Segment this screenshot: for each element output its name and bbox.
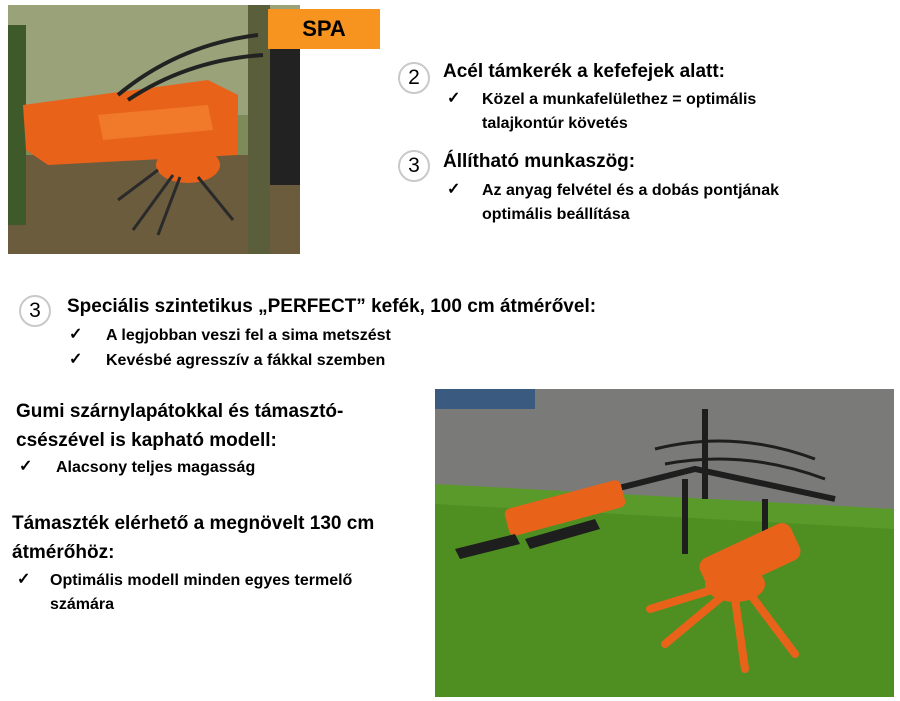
- orchard-machine-photo: [8, 5, 300, 254]
- check-icon: ✓: [17, 571, 31, 588]
- section-heading-130cm-line2: átmérőhöz:: [12, 542, 115, 563]
- section-heading-130cm-line1: Támaszték elérhető a megnövelt 130 cm: [12, 513, 375, 534]
- check-icon: ✓: [447, 181, 461, 198]
- list-item: Alacsony teljes magasság: [56, 459, 256, 476]
- check-icon: ✓: [19, 458, 33, 475]
- number-badge-3: 3: [19, 295, 51, 327]
- number-badge-2: 2: [398, 62, 430, 94]
- spa-badge: SPA: [268, 9, 380, 49]
- machine-on-grass-photo: [435, 389, 894, 697]
- list-item: A legjobban veszi fel a sima metszést: [106, 327, 391, 344]
- section-heading-rubber-paddles-line1: Gumi szárnylapátokkal és támasztó-: [16, 401, 344, 422]
- check-icon: ✓: [447, 90, 461, 107]
- section-heading-rubber-paddles-line2: csészével is kapható modell:: [16, 430, 277, 451]
- list-item: számára: [50, 596, 115, 613]
- section-heading-support-wheel: Acél támkerék a kefefejek alatt:: [443, 61, 725, 82]
- section-heading-perfect-brushes: Speciális szintetikus „PERFECT” kefék, 100 cm átmérővel:: [67, 296, 597, 317]
- list-item: Optimális modell minden egyes termelő: [50, 572, 353, 589]
- number-badge-3: 3: [398, 150, 430, 182]
- list-item: optimális beállítása: [482, 206, 630, 223]
- section-heading-working-angle: Állítható munkaszög:: [443, 151, 636, 172]
- list-item: Közel a munkafelülethez = optimális: [482, 91, 757, 108]
- check-icon: ✓: [69, 326, 83, 343]
- list-item: Kevésbé agresszív a fákkal szemben: [106, 352, 386, 369]
- check-icon: ✓: [69, 351, 83, 368]
- list-item: Az anyag felvétel és a dobás pontjának: [482, 182, 779, 199]
- list-item: talajkontúr követés: [482, 115, 628, 132]
